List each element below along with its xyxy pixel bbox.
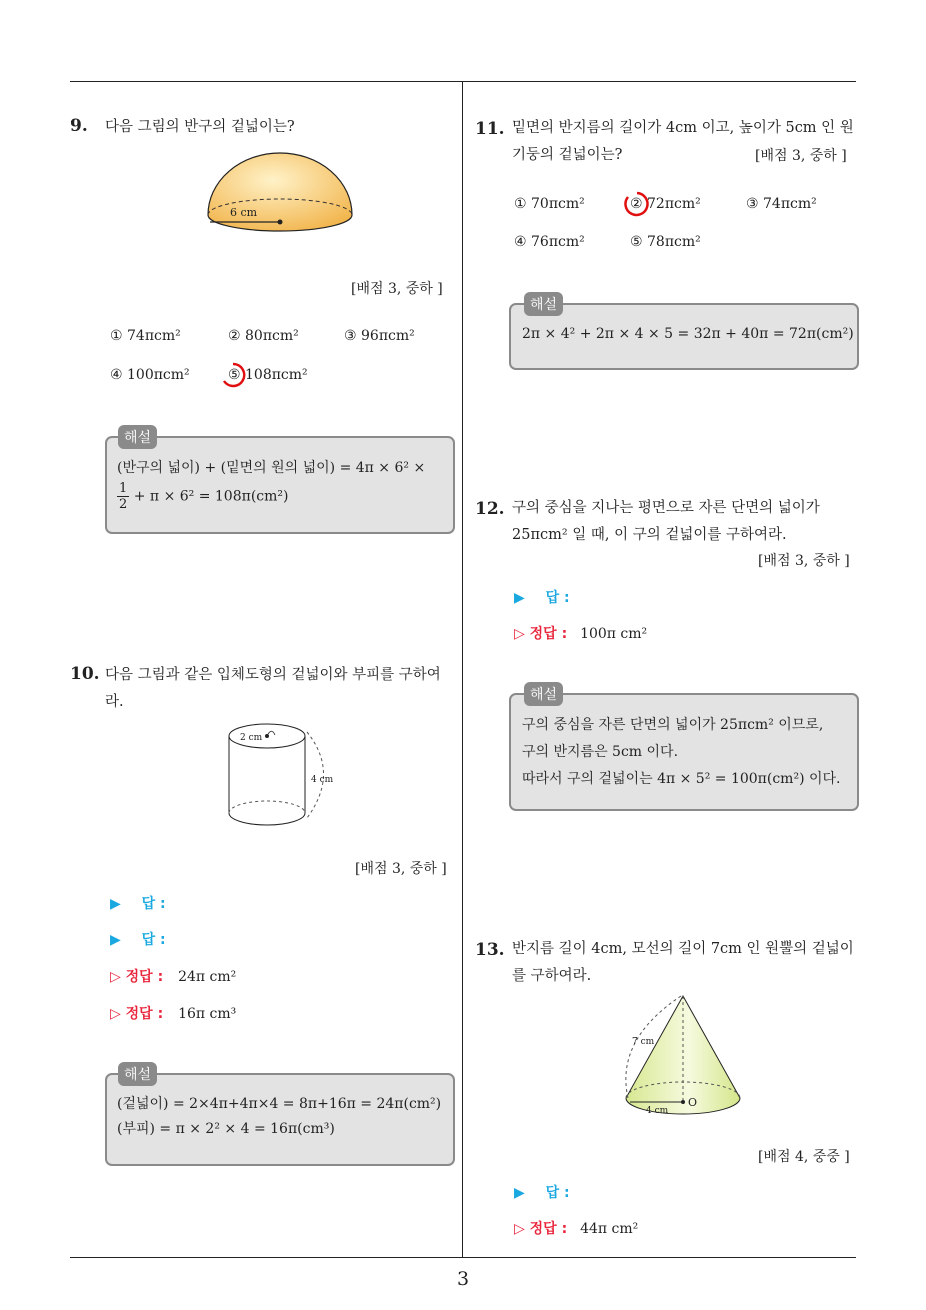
correct-answer-row xyxy=(514,623,647,643)
question-text-line-1: 밑면의 반지름의 길이가 4cm 이고, 높이가 5cm 인 원 xyxy=(512,120,854,136)
explanation-line-1: (반구의 넓이) + (밑면의 원의 넓이) = 4π × 6² × xyxy=(117,460,426,476)
choice-2[interactable]: ② 80πcm² xyxy=(228,328,299,344)
question-text-line-2: 를 구하여라. xyxy=(512,968,592,984)
correct-label: 정답 : xyxy=(125,969,164,985)
question-number: 10. xyxy=(70,664,100,684)
selected-circle-mark xyxy=(218,360,248,390)
answer-row-1 xyxy=(110,893,166,913)
explanation-tag: 해설 xyxy=(524,292,563,316)
explanation-text: 2π × 4² + 2π × 4 × 5 = 32π + 40π = 72π(cm²) xyxy=(522,326,854,342)
explanation-tag: 해설 xyxy=(118,425,157,449)
explanation-line-1: 구의 중심을 자른 단면의 넓이가 25πcm² 이므로, xyxy=(522,717,824,733)
answer-arrow-icon: ▶ xyxy=(514,1185,525,1201)
fraction: $\frac{1}{2}$ xyxy=(119,481,128,512)
choice-3[interactable]: ③ 96πcm² xyxy=(344,328,415,344)
cone-figure xyxy=(620,990,750,1118)
score-label: [배점 3, 중하 ] xyxy=(355,861,447,877)
explanation-line-3: 따라서 구의 겉넓이는 4π × 5² = 100π(cm²) 이다. xyxy=(522,771,841,787)
score-label: [배점 4, 중중 ] xyxy=(758,1149,850,1165)
question-text-line-1: 구의 중심을 지나는 평면으로 자른 단면의 넓이가 xyxy=(512,500,820,516)
answer-arrow-icon: ▶ xyxy=(514,590,525,606)
radius-label: 2 cm xyxy=(240,733,263,743)
column-divider xyxy=(462,82,463,1257)
explanation-text xyxy=(117,1092,441,1142)
correct-value: 16π cm³ xyxy=(178,1006,237,1022)
score-label: [배점 3, 중하 ] xyxy=(755,148,847,164)
answer-label: 답 : xyxy=(141,932,166,948)
explanation-line-2: (부피) = π × 2² × 4 = 16π(cm³) xyxy=(117,1121,335,1137)
question-number: 11. xyxy=(475,119,505,139)
center-label: O xyxy=(688,1096,698,1109)
correct-value: 24π cm² xyxy=(178,969,237,985)
answer-row xyxy=(514,1182,570,1202)
correct-value: 100π cm² xyxy=(580,626,648,642)
explanation-text xyxy=(522,712,840,793)
answer-label: 답 : xyxy=(545,590,570,606)
correct-answer-row xyxy=(514,1218,638,1238)
choice-5[interactable]: ⑤ 108πcm² xyxy=(228,367,308,383)
page-number: 3 xyxy=(456,1268,470,1290)
choice-5[interactable]: ⑤ 78πcm² xyxy=(630,234,701,250)
explanation-line-2: 구의 반지름은 5cm 이다. xyxy=(522,744,679,760)
answer-arrow-icon: ▶ xyxy=(110,896,121,912)
correct-answer-row-2 xyxy=(110,1003,236,1023)
correct-arrow-icon: ▷ xyxy=(110,1006,121,1022)
selected-circle-mark xyxy=(621,189,651,219)
choice-2[interactable]: ② 72πcm² xyxy=(630,196,701,212)
choice-1[interactable]: ① 70πcm² xyxy=(514,196,585,212)
question-text-line-1: 다음 그림과 같은 입체도형의 겉넓이와 부피를 구하여 xyxy=(105,667,441,683)
correct-label: 정답 : xyxy=(529,1221,568,1237)
answer-row xyxy=(514,587,570,607)
cylinder-figure xyxy=(220,718,340,836)
choice-4[interactable]: ④ 76πcm² xyxy=(514,234,585,250)
radius-label: 6 cm xyxy=(230,206,258,219)
correct-arrow-icon: ▷ xyxy=(514,1221,525,1237)
question-text-line-2: 기둥의 겉넓이는? xyxy=(512,147,623,163)
center-point xyxy=(278,220,283,225)
correct-value: 44π cm² xyxy=(580,1221,639,1237)
question-text: 다음 그림의 반구의 겉넓이는? xyxy=(105,119,295,135)
answer-row-2 xyxy=(110,929,166,949)
explanation-text xyxy=(117,456,425,512)
choice-1[interactable]: ① 74πcm² xyxy=(110,328,181,344)
explanation-tag: 해설 xyxy=(524,682,563,706)
explanation-tag: 해설 xyxy=(118,1062,157,1086)
answer-arrow-icon: ▶ xyxy=(110,932,121,948)
bottom-rule xyxy=(70,1257,856,1258)
choice-4[interactable]: ④ 100πcm² xyxy=(110,367,190,383)
score-label: [배점 3, 중하 ] xyxy=(758,553,850,569)
question-text-line-2: 라. xyxy=(105,694,124,710)
correct-label: 정답 : xyxy=(125,1006,164,1022)
choice-3[interactable]: ③ 74πcm² xyxy=(746,196,817,212)
correct-arrow-icon: ▷ xyxy=(514,626,525,642)
correct-label: 정답 : xyxy=(529,626,568,642)
height-label: 4 cm xyxy=(311,775,334,785)
explanation-line-2 xyxy=(117,481,425,512)
radius-label: 4 cm xyxy=(646,1106,669,1116)
explanation-line-1: (겉넓이) = 2×4π+4π×4 = 8π+16π = 24π(cm²) xyxy=(117,1096,442,1112)
top-rule xyxy=(70,81,856,82)
question-number: 13. xyxy=(475,940,505,960)
explanation-line-2-rest: + π × 6² = 108π(cm²) xyxy=(133,488,289,505)
correct-answer-row-1 xyxy=(110,966,236,986)
answer-label: 답 : xyxy=(545,1185,570,1201)
hemisphere-figure xyxy=(200,150,360,245)
answer-label: 답 : xyxy=(141,896,166,912)
question-number: 9. xyxy=(70,116,88,136)
correct-arrow-icon: ▷ xyxy=(110,969,121,985)
slant-label: 7 cm xyxy=(632,1037,655,1047)
question-text-line-1: 반지름 길이 4cm, 모선의 길이 7cm 인 원뿔의 겉넓이 xyxy=(512,941,854,957)
question-text-line-2: 25πcm² 일 때, 이 구의 겉넓이를 구하여라. xyxy=(512,527,787,543)
question-number: 12. xyxy=(475,499,505,519)
score-label: [배점 3, 중하 ] xyxy=(351,281,443,297)
